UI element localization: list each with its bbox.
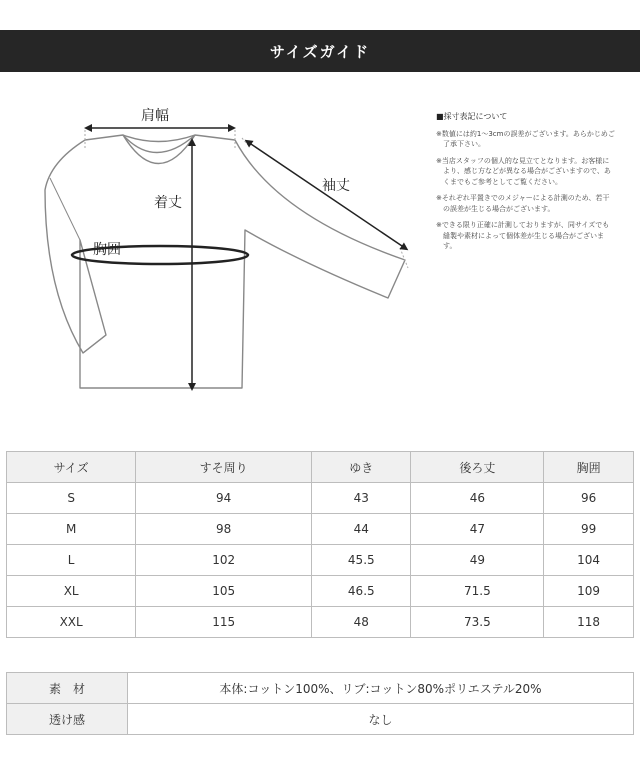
note-item: ※当店スタッフの個人的な見立てとなります。お客様により、感じ方などが異なる場合がございますので、あくまでもご参考としてご覧ください。 [436,156,611,186]
table-cell: 44 [312,514,411,545]
table-cell: 45.5 [312,545,411,576]
table-header-row [7,452,634,483]
note-item: ※数値には約1〜3cmの誤差がございます。あらかじめご了承下さい。 [436,129,615,148]
note-item: ※できる限り正確に計測しておりますが、同サイズでも縫製や素材によって個体差が生じる場合がございます。 [436,221,610,250]
size-table [6,451,634,638]
table-cell: 73.5 [411,607,544,638]
header-cell: 後ろ丈 [411,452,544,483]
table-cell: 94 [136,483,312,514]
table-cell: 118 [544,607,634,638]
material-table [6,672,634,735]
table-cell: 98 [136,514,312,545]
table-cell: 102 [136,545,312,576]
header-cell: 胸囲 [544,452,634,483]
table-cell: 96 [544,483,634,514]
table-cell: 109 [544,576,634,607]
table-row [7,704,634,735]
table-cell: 99 [544,514,634,545]
table-cell: 49 [411,545,544,576]
table-cell: 46 [411,483,544,514]
table-row [7,514,634,545]
sleeve-label: 袖丈 [322,178,350,194]
header-cell: サイズ [7,452,136,483]
table-row [7,607,634,638]
measurement-notes [436,112,616,258]
shoulder-label: 肩幅 [141,108,169,124]
header-cell: すそ周り [136,452,312,483]
material-value: 本体:コットン100%、リブ:コットン80%ポリエステル20% [128,673,634,704]
table-cell: M [7,514,136,545]
table-row [7,576,634,607]
table-cell: 47 [411,514,544,545]
table-row [7,673,634,704]
transparency-value: なし [128,704,634,735]
table-cell: L [7,545,136,576]
table-cell: 43 [312,483,411,514]
table-cell: 48 [312,607,411,638]
table-cell: 105 [136,576,312,607]
header-cell: ゆき [312,452,411,483]
table-row [7,545,634,576]
table-cell: 104 [544,545,634,576]
note-item: ※それぞれ平置きでのメジャーによる計測のため、若干の誤差が生じる場合がございます。 [436,194,610,213]
table-cell: 71.5 [411,576,544,607]
material-label: 素 材 [7,673,128,704]
length-label: 着丈 [154,195,182,211]
table-row [7,483,634,514]
sleeve-arrow [248,142,405,248]
transparency-label: 透け感 [7,704,128,735]
chest-label: 胸囲 [93,242,121,258]
notes-title: ■採寸表記について [436,112,508,121]
table-cell: XL [7,576,136,607]
sweatshirt-diagram [0,90,430,410]
table-cell: S [7,483,136,514]
table-cell: XXL [7,607,136,638]
table-cell: 46.5 [312,576,411,607]
table-cell: 115 [136,607,312,638]
page-title: サイズガイド [0,30,640,72]
